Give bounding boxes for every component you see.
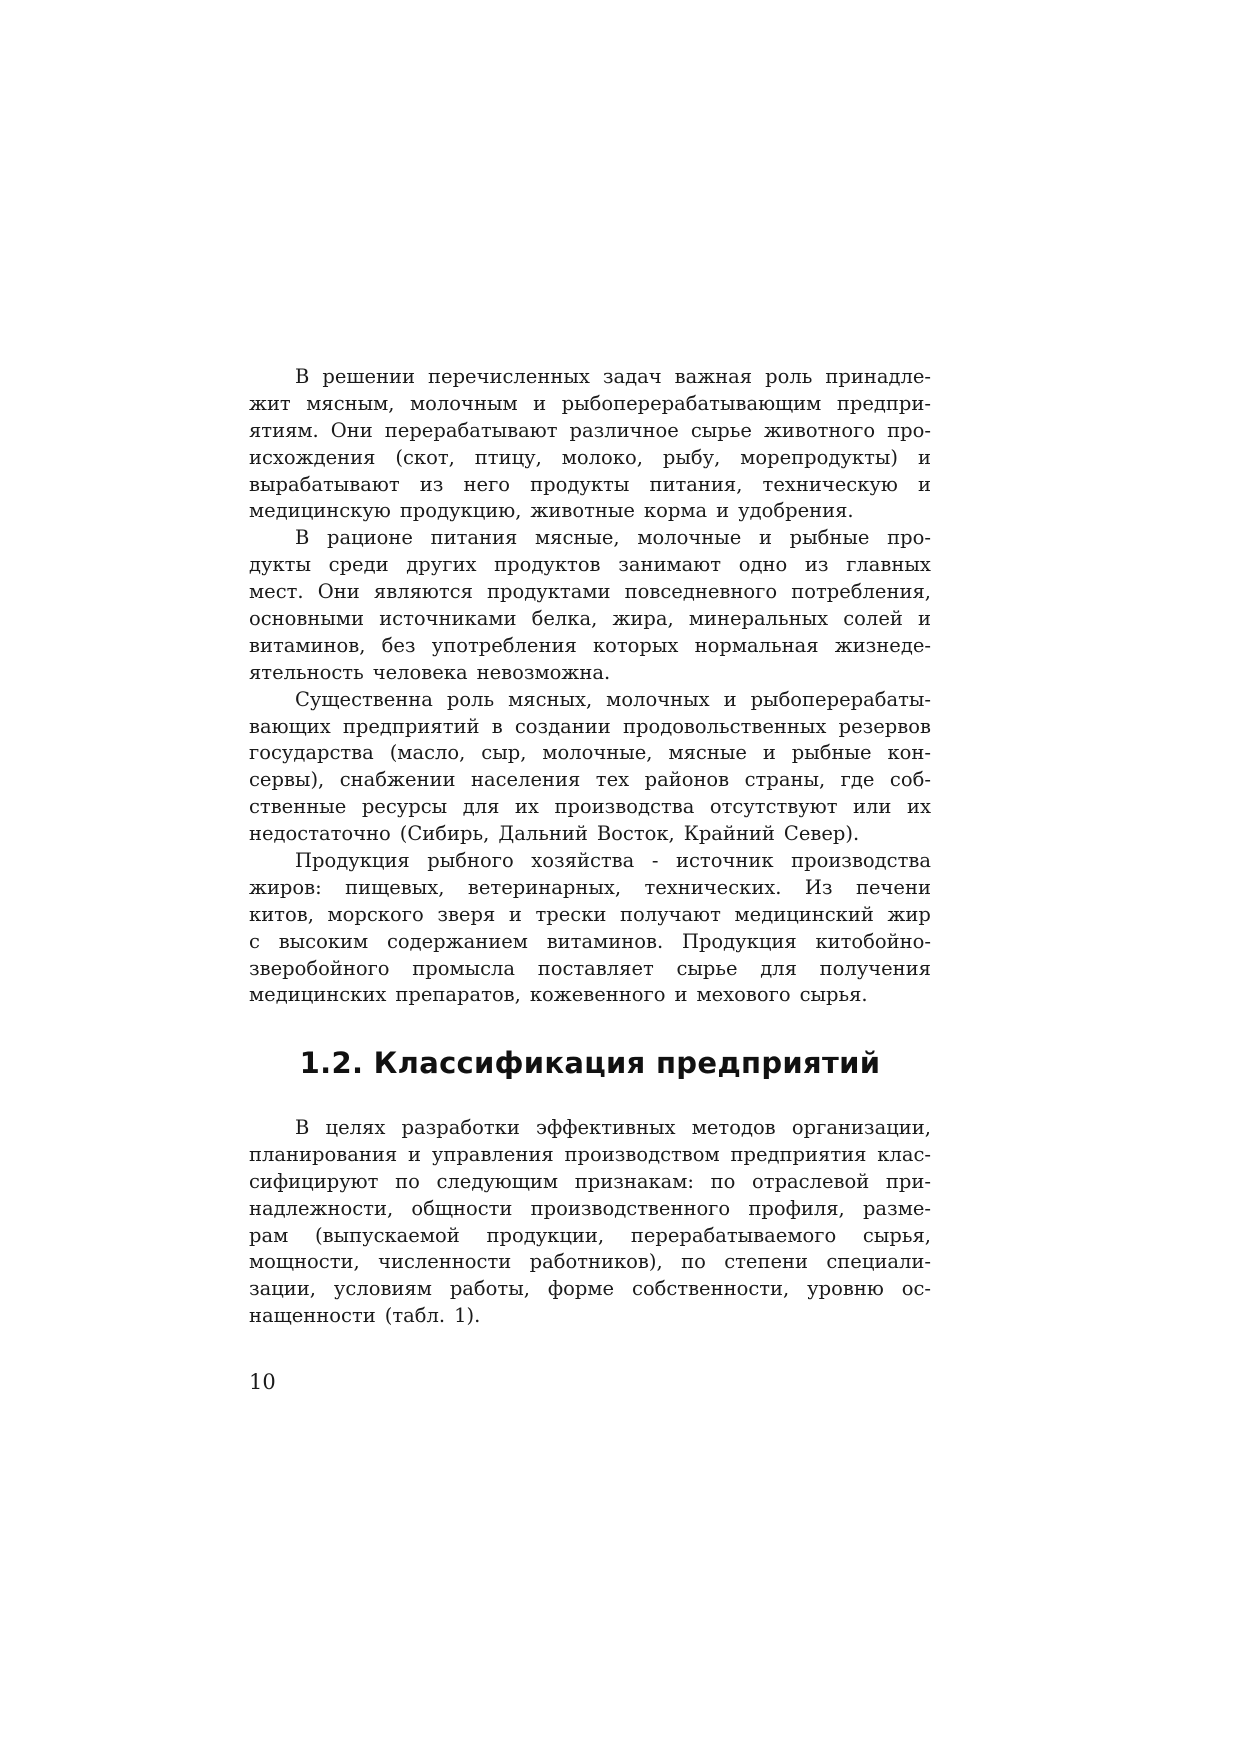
text-line: исхождения (скот, птицу, молоко, рыбу, морепродукты) и xyxy=(249,445,931,469)
text-line: ственные ресурсы для их производства отсутствуют или их xyxy=(249,795,931,819)
text-line: В решении перечисленных задач важная роль принадле- xyxy=(295,365,931,388)
text-line: зверобойного промысла поставляет сырье для получения xyxy=(249,956,931,980)
text-line: мест. Они являются продуктами повседневного потребления, xyxy=(249,580,931,604)
text-line: планирования и управления производством предприятия клас- xyxy=(249,1142,931,1166)
text-line: В рационе питания мясные, молочные и рыбные про- xyxy=(295,526,931,550)
text-line: мощности, численности работников), по степени специали- xyxy=(249,1250,931,1274)
text-line: витаминов, без употребления которых нормальная жизнеде- xyxy=(249,633,931,657)
text-line: Продукция рыбного хозяйства - источник производства xyxy=(295,849,931,873)
text-line: надлежности, общности производственного профиля, разме- xyxy=(249,1196,931,1220)
text-line: недостаточно (Сибирь, Дальний Восток, Крайний Север). xyxy=(249,822,860,846)
text-line: жит мясным, молочным и рыбоперерабатывающим предпри- xyxy=(249,391,931,415)
text-line: вырабатывают из него продукты питания, техническую и xyxy=(249,472,931,496)
section-heading: 1.2. Классификация предприятий xyxy=(299,1046,881,1080)
page-number: 10 xyxy=(249,1370,276,1394)
text-line: ятиям. Они перерабатывают различное сырье животного про- xyxy=(249,418,931,442)
text-line: основными источниками белка, жира, минеральных солей и xyxy=(249,607,931,631)
text-line: жиров: пищевых, ветеринарных, технических. Из печени xyxy=(249,875,931,899)
text-line: медицинскую продукцию, животные корма и удобрения. xyxy=(249,499,854,523)
text-line: зации, условиям работы, форме собственности, уровню ос- xyxy=(249,1277,931,1301)
text-line: китов, морского зверя и трески получают медицинский жир xyxy=(249,902,931,926)
text-line: Существенна роль мясных, молочных и рыбоперерабаты- xyxy=(295,687,931,711)
text-line: с высоким содержанием витаминов. Продукция китобойно- xyxy=(249,929,931,953)
body-text-bottom xyxy=(249,1115,931,1330)
text-line: В целях разработки эффективных методов организации, xyxy=(295,1116,931,1139)
text-line: дукты среди других продуктов занимают одно из главных xyxy=(249,553,931,577)
text-line: сервы), снабжении населения тех районов страны, где соб- xyxy=(249,768,931,792)
text-line: медицинских препаратов, кожевенного и мехового сырья. xyxy=(249,983,868,1007)
text-line: вающих предприятий в создании продовольственных резервов xyxy=(249,714,931,738)
text-line: сифицируют по следующим признакам: по отраслевой при- xyxy=(249,1169,931,1193)
body-text-top xyxy=(249,364,931,1009)
text-line: государства (масло, сыр, молочные, мясные и рыбные кон- xyxy=(249,741,931,765)
text-line: рам (выпускаемой продукции, перерабатываемого сырья, xyxy=(249,1223,931,1247)
text-line: ятельность человека невозможна. xyxy=(249,660,611,684)
text-line: нащенности (табл. 1). xyxy=(249,1304,481,1328)
